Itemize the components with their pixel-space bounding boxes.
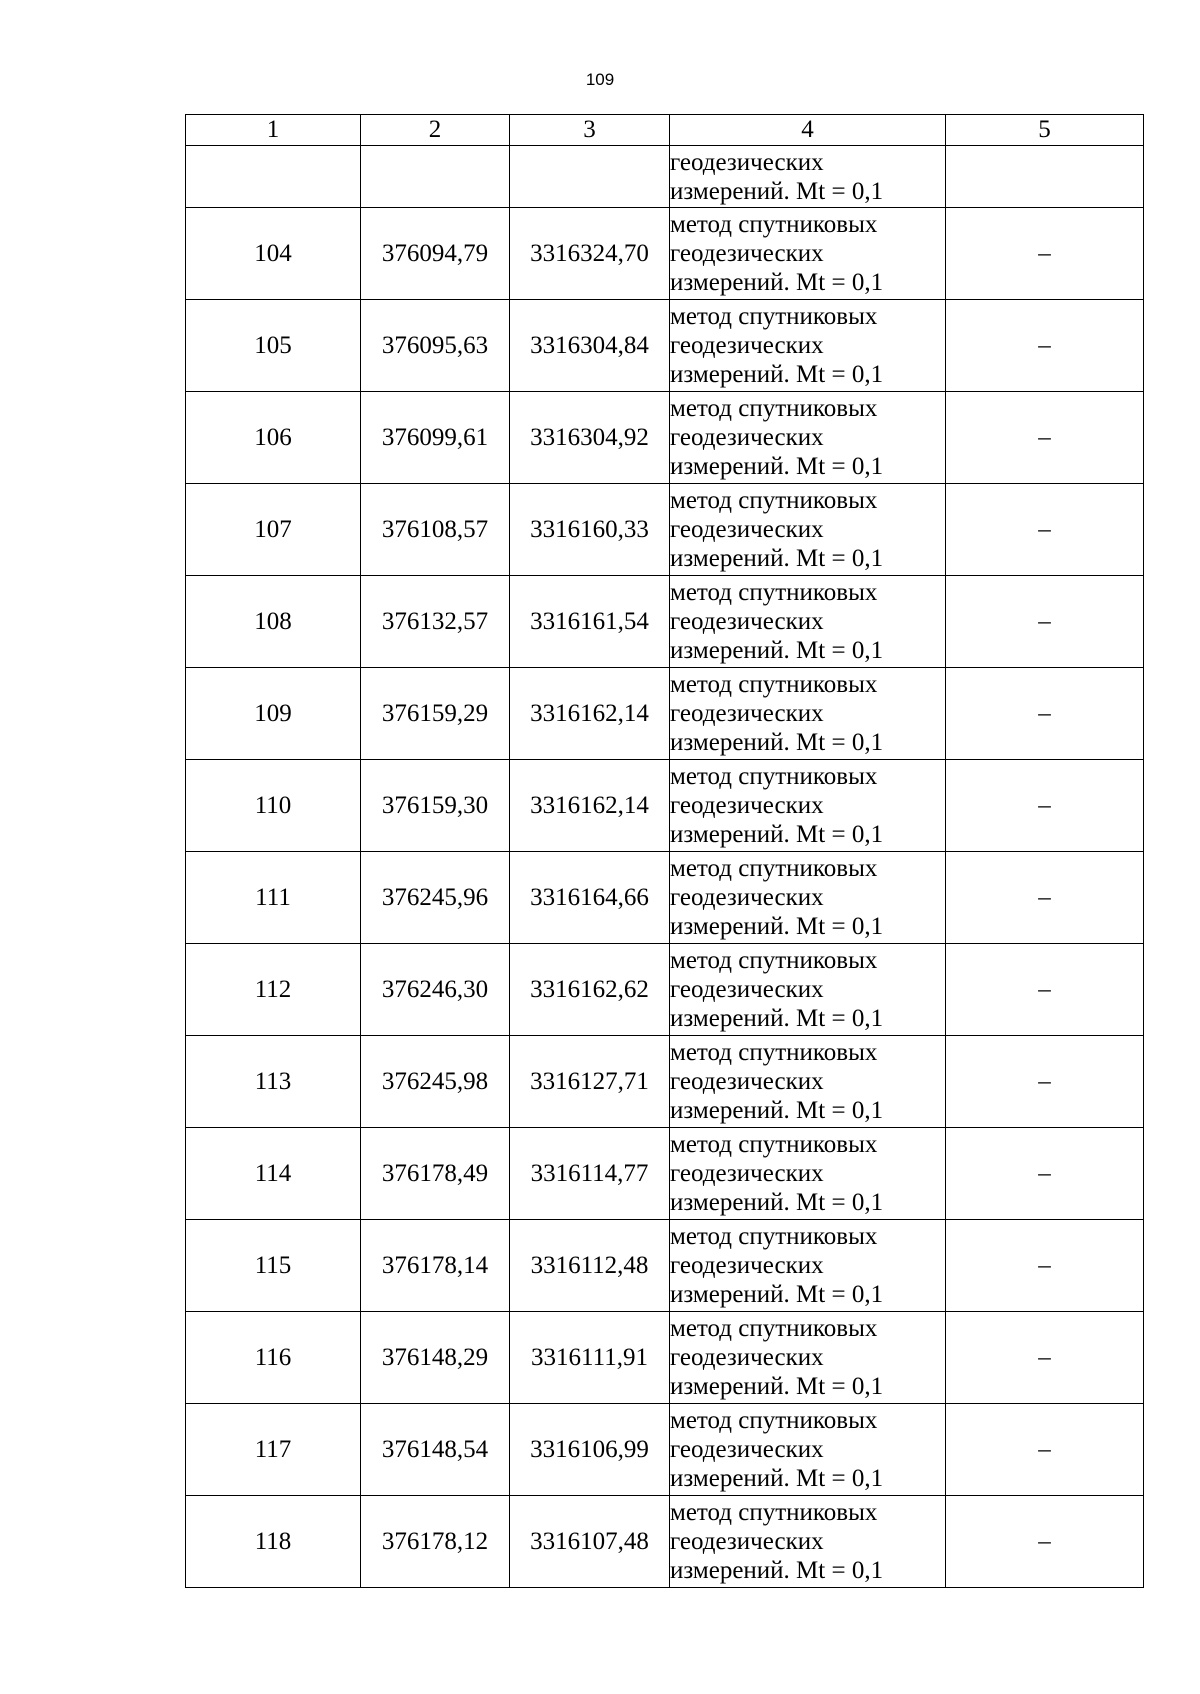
y-coordinate-cell: 3316127,71 <box>510 1036 670 1128</box>
method-cell <box>670 392 946 484</box>
table-row <box>186 484 1144 576</box>
table-row <box>186 1036 1144 1128</box>
column-header: 3 <box>510 115 670 146</box>
table-row <box>186 668 1144 760</box>
point-number-cell: 105 <box>186 300 361 392</box>
note-cell: – <box>946 576 1144 668</box>
method-line: измерений. Mt = 0,1 <box>670 1465 884 1492</box>
method-line: геодезических <box>670 1252 824 1279</box>
x-coordinate-cell: 376108,57 <box>361 484 510 576</box>
method-line: геодезических <box>670 608 824 635</box>
method-line: измерений. Mt = 0,1 <box>670 1373 884 1400</box>
method-line: измерений. Mt = 0,1 <box>670 545 884 572</box>
note-cell: – <box>946 1220 1144 1312</box>
y-coordinate-cell: 3316114,77 <box>510 1128 670 1220</box>
method-line: измерений. Mt = 0,1 <box>670 913 884 940</box>
method-line: метод спутниковых <box>670 395 878 422</box>
note-cell: – <box>946 208 1144 300</box>
x-coordinate-cell: 376245,98 <box>361 1036 510 1128</box>
y-coordinate-cell: 3316162,14 <box>510 760 670 852</box>
method-line: измерений. Mt = 0,1 <box>670 269 884 296</box>
x-coordinate-cell: 376159,30 <box>361 760 510 852</box>
method-cell <box>670 1036 946 1128</box>
y-coordinate-cell: 3316160,33 <box>510 484 670 576</box>
note-cell: – <box>946 300 1144 392</box>
note-cell: – <box>946 1496 1144 1588</box>
method-line: геодезических <box>670 792 824 819</box>
y-coordinate-cell: 3316111,91 <box>510 1312 670 1404</box>
y-coordinate-cell: 3316304,84 <box>510 300 670 392</box>
method-line: измерений. Mt = 0,1 <box>670 821 884 848</box>
x-coordinate-cell: 376095,63 <box>361 300 510 392</box>
method-cell <box>670 1496 946 1588</box>
method-line: метод спутниковых <box>670 579 878 606</box>
table-row <box>186 1496 1144 1588</box>
x-coordinate-cell: 376246,30 <box>361 944 510 1036</box>
method-cell <box>670 1404 946 1496</box>
note-cell: – <box>946 760 1144 852</box>
note-cell: – <box>946 1128 1144 1220</box>
y-coordinate-cell: 3316164,66 <box>510 852 670 944</box>
point-number-cell: 111 <box>186 852 361 944</box>
method-line: геодезических <box>670 1160 824 1187</box>
point-number-cell: 113 <box>186 1036 361 1128</box>
table-row <box>186 1220 1144 1312</box>
column-header: 2 <box>361 115 510 146</box>
table-row <box>186 208 1144 300</box>
method-cell <box>670 852 946 944</box>
point-number-cell: 108 <box>186 576 361 668</box>
table-row <box>186 760 1144 852</box>
method-line: метод спутниковых <box>670 671 878 698</box>
method-line: метод спутниковых <box>670 487 878 514</box>
method-line: метод спутниковых <box>670 763 878 790</box>
point-number-cell: 114 <box>186 1128 361 1220</box>
x-coordinate-cell: 376245,96 <box>361 852 510 944</box>
note-cell: – <box>946 1312 1144 1404</box>
page-number: 109 <box>585 70 615 89</box>
method-line: метод спутниковых <box>670 211 878 238</box>
method-cell <box>670 576 946 668</box>
method-cell <box>670 300 946 392</box>
column-header: 1 <box>186 115 361 146</box>
method-line: измерений. Mt = 0,1 <box>670 637 884 664</box>
x-coordinate-cell: 376099,61 <box>361 392 510 484</box>
point-number-cell: 104 <box>186 208 361 300</box>
x-coordinate-cell: 376159,29 <box>361 668 510 760</box>
point-number-cell: 110 <box>186 760 361 852</box>
table-row <box>186 1312 1144 1404</box>
method-line: геодезических <box>670 516 824 543</box>
point-number-cell: 117 <box>186 1404 361 1496</box>
x-coordinate-cell: 376178,49 <box>361 1128 510 1220</box>
point-number-cell: 107 <box>186 484 361 576</box>
point-number-cell: 116 <box>186 1312 361 1404</box>
method-line: измерений. Mt = 0,1 <box>670 361 884 388</box>
method-line: геодезических <box>670 240 824 267</box>
method-cell <box>670 1220 946 1312</box>
y-coordinate-cell: 3316161,54 <box>510 576 670 668</box>
method-cell <box>670 208 946 300</box>
method-line: измерений. Mt = 0,1 <box>670 177 884 205</box>
method-line: метод спутниковых <box>670 1039 878 1066</box>
y-coordinate-cell: 3316304,92 <box>510 392 670 484</box>
column-header: 5 <box>946 115 1144 146</box>
method-line: геодезических <box>670 700 824 727</box>
method-line: метод спутниковых <box>670 947 878 974</box>
method-line: геодезических <box>670 1528 824 1555</box>
method-cell <box>670 668 946 760</box>
method-cell <box>670 1312 946 1404</box>
table-header-row <box>186 115 1144 146</box>
point-number-cell: 109 <box>186 668 361 760</box>
point-number-cell: 115 <box>186 1220 361 1312</box>
table-row <box>186 944 1144 1036</box>
y-coordinate-cell: 3316107,48 <box>510 1496 670 1588</box>
method-line: геодезических <box>670 424 824 451</box>
point-number-cell: 106 <box>186 392 361 484</box>
method-line: метод спутниковых <box>670 1223 878 1250</box>
x-coordinate-cell: 376148,54 <box>361 1404 510 1496</box>
y-coordinate-cell <box>510 146 670 208</box>
x-coordinate-cell: 376132,57 <box>361 576 510 668</box>
continuation-row <box>186 146 1144 208</box>
method-cell <box>670 760 946 852</box>
column-header: 4 <box>670 115 946 146</box>
method-line: метод спутниковых <box>670 303 878 330</box>
method-line: геодезических <box>670 884 824 911</box>
note-cell: – <box>946 484 1144 576</box>
point-number-cell: 118 <box>186 1496 361 1588</box>
method-line: метод спутниковых <box>670 1499 878 1526</box>
note-cell: – <box>946 852 1144 944</box>
method-line: измерений. Mt = 0,1 <box>670 1005 884 1032</box>
y-coordinate-cell: 3316162,14 <box>510 668 670 760</box>
x-coordinate-cell: 376178,14 <box>361 1220 510 1312</box>
method-cell <box>670 146 946 208</box>
note-cell: – <box>946 392 1144 484</box>
method-line: геодезических <box>670 976 824 1003</box>
method-line: измерений. Mt = 0,1 <box>670 1097 884 1124</box>
method-line: геодезических <box>670 1436 824 1463</box>
table-row <box>186 852 1144 944</box>
table-row <box>186 392 1144 484</box>
method-cell <box>670 1128 946 1220</box>
method-line: геодезических <box>670 332 824 359</box>
method-cell <box>670 944 946 1036</box>
y-coordinate-cell: 3316324,70 <box>510 208 670 300</box>
method-line: измерений. Mt = 0,1 <box>670 1189 884 1216</box>
table-row <box>186 1128 1144 1220</box>
method-line: метод спутниковых <box>670 1407 878 1434</box>
note-cell <box>946 146 1144 208</box>
y-coordinate-cell: 3316162,62 <box>510 944 670 1036</box>
method-line: геодезических <box>670 1344 824 1371</box>
x-coordinate-cell: 376178,12 <box>361 1496 510 1588</box>
method-line: метод спутниковых <box>670 855 878 882</box>
method-line: метод спутниковых <box>670 1131 878 1158</box>
method-line: метод спутниковых <box>670 1315 878 1342</box>
y-coordinate-cell: 3316112,48 <box>510 1220 670 1312</box>
note-cell: – <box>946 1036 1144 1128</box>
method-line: измерений. Mt = 0,1 <box>670 1557 884 1584</box>
x-coordinate-cell: 376094,79 <box>361 208 510 300</box>
method-line: измерений. Mt = 0,1 <box>670 453 884 480</box>
x-coordinate-cell <box>361 146 510 208</box>
note-cell: – <box>946 668 1144 760</box>
point-number-cell: 112 <box>186 944 361 1036</box>
x-coordinate-cell: 376148,29 <box>361 1312 510 1404</box>
coordinates-table <box>185 114 1144 1588</box>
table-row <box>186 300 1144 392</box>
table-row <box>186 1404 1144 1496</box>
note-cell: – <box>946 944 1144 1036</box>
method-line: измерений. Mt = 0,1 <box>670 1281 884 1308</box>
table-row <box>186 576 1144 668</box>
method-line: геодезических <box>670 1068 824 1095</box>
method-cell <box>670 484 946 576</box>
point-number-cell <box>186 146 361 208</box>
note-cell: – <box>946 1404 1144 1496</box>
method-line: геодезических <box>670 148 824 176</box>
method-line: измерений. Mt = 0,1 <box>670 729 884 756</box>
y-coordinate-cell: 3316106,99 <box>510 1404 670 1496</box>
